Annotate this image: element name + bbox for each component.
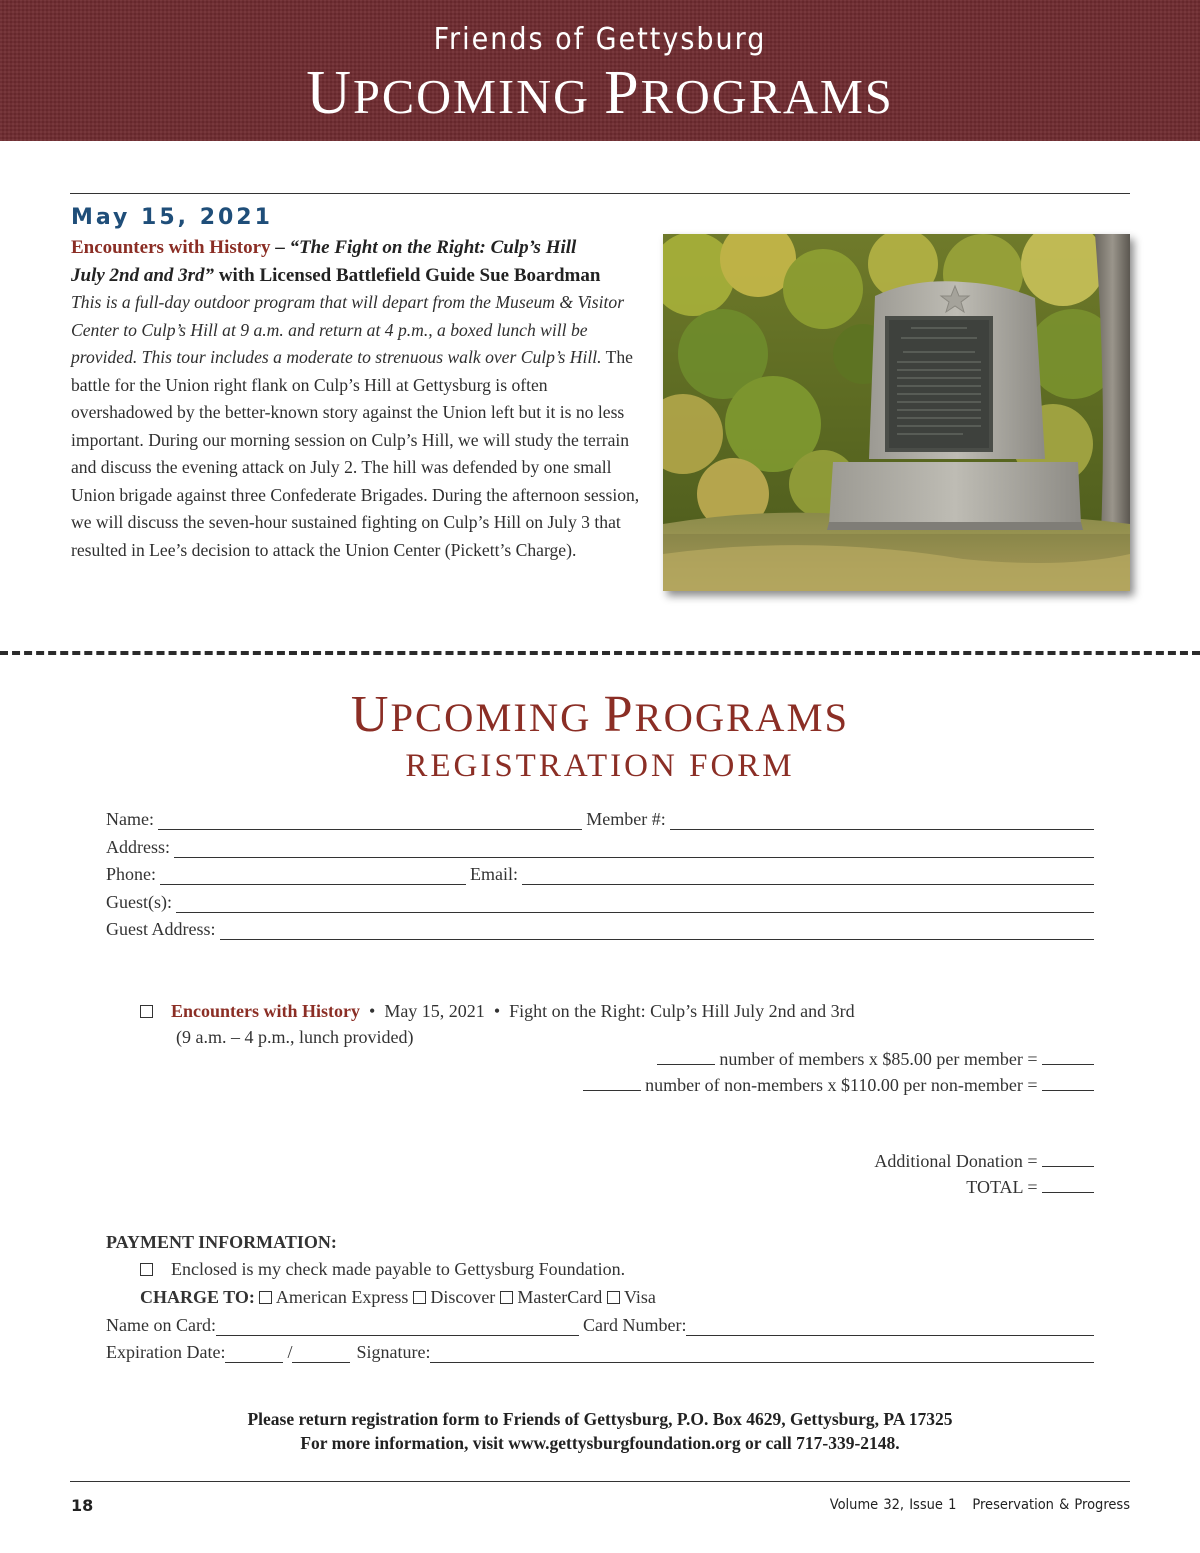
monument-photo-illustration: [663, 234, 1130, 591]
guest-address-label: Guest Address:: [106, 919, 216, 939]
form-title: [0, 686, 1200, 747]
nonmembers-total-field[interactable]: [1042, 1076, 1094, 1091]
program-date: May 15, 2021: [384, 1001, 485, 1021]
signature-label: Signature:: [356, 1342, 431, 1362]
nonmembers-line: [583, 1075, 1094, 1096]
card-visa: Visa: [623, 1287, 656, 1307]
name-label: Name:: [106, 809, 154, 829]
form-title-part-pcoming: PCOMING: [390, 695, 604, 740]
address-label: Address:: [106, 837, 170, 857]
guest-address-field[interactable]: [220, 923, 1095, 940]
title-part-rograms: ROGRAMS: [640, 71, 894, 124]
top-divider: [70, 193, 1130, 194]
members-count-field[interactable]: [657, 1050, 715, 1065]
card-discover: Discover: [430, 1287, 496, 1307]
signature-field[interactable]: [430, 1346, 1094, 1363]
publication-info: [830, 1497, 1130, 1513]
program-bullet-2: •: [493, 1001, 501, 1021]
email-field[interactable]: [522, 868, 1094, 885]
expiration-label: Expiration Date:: [106, 1342, 226, 1362]
charge-to-row: [140, 1287, 656, 1308]
members-total-field[interactable]: [1042, 1050, 1094, 1065]
program-series: Encounters with History: [171, 1001, 360, 1021]
expiration-slash: /: [287, 1342, 293, 1362]
event-intro: This is a full-day outdoor program that will depart from the Museum & Visitor Center to Culp’s Hill at 9 a.m. and return at 4 p.m., a boxed lunch will be provided. This tour includes a moderate to strenuous walk over Culp’s Hill.: [71, 292, 625, 367]
program-option-line: [140, 998, 855, 1024]
card-amex: American Express: [275, 1287, 409, 1307]
title-letter-u: U: [306, 59, 353, 127]
volume-issue: Volume 32, Issue 1: [829, 1497, 957, 1513]
event-title-line1: “The Fight on the Right: Culp’s Hill: [289, 237, 577, 258]
card-number-field[interactable]: [686, 1319, 1094, 1336]
event-dash: –: [270, 237, 290, 258]
org-name: Friends of Gettysburg: [433, 22, 767, 57]
email-label: Email:: [470, 864, 519, 884]
donation-field[interactable]: [1042, 1152, 1094, 1167]
charge-to-label: CHARGE TO:: [140, 1287, 255, 1307]
phone-field[interactable]: [160, 868, 466, 885]
name-field[interactable]: [158, 813, 582, 830]
more-info-note: For more information, visit www.gettysburgfoundation.org or call 717-339-2148.: [300, 1433, 900, 1453]
page-title: [0, 58, 1200, 133]
event-date: May 15, 2021: [71, 205, 273, 230]
form-title-letter-p: P: [603, 686, 635, 743]
check-option: [140, 1259, 625, 1280]
header-banner: [0, 0, 1200, 141]
members-line: [657, 1049, 1094, 1070]
phone-email-row: [106, 863, 1094, 885]
check-checkbox[interactable]: [140, 1263, 153, 1276]
event-series: Encounters with History: [71, 237, 271, 258]
form-title-letter-u: U: [350, 686, 391, 743]
address-field[interactable]: [174, 841, 1094, 858]
card-name-row: [106, 1314, 1094, 1336]
amex-checkbox[interactable]: [259, 1291, 272, 1304]
program-checkbox[interactable]: [140, 1005, 153, 1018]
guests-label: Guest(s):: [106, 892, 172, 912]
expiration-month-field[interactable]: [225, 1346, 283, 1363]
program-note: (9 a.m. – 4 p.m., lunch provided): [176, 1027, 414, 1047]
name-row: [106, 808, 1094, 830]
mastercard-checkbox[interactable]: [500, 1291, 513, 1304]
guests-field[interactable]: [176, 896, 1094, 913]
program-title: Fight on the Right: Culp’s Hill July 2nd and 3rd: [509, 1001, 855, 1021]
total-label: TOTAL =: [966, 1177, 1038, 1197]
publication-name: Preservation & Progress: [972, 1497, 1130, 1513]
nonmembers-count-field[interactable]: [583, 1076, 641, 1091]
donation-label: Additional Donation =: [874, 1151, 1038, 1171]
form-title-part-rograms: ROGRAMS: [634, 695, 850, 740]
discover-checkbox[interactable]: [413, 1291, 426, 1304]
total-line: [966, 1177, 1094, 1198]
member-number-field[interactable]: [670, 813, 1094, 830]
guests-row: [106, 891, 1094, 913]
name-on-card-label: Name on Card:: [106, 1315, 216, 1335]
members-line-text: number of members x $85.00 per member =: [719, 1049, 1038, 1069]
event-guide: with Licensed Battlefield Guide Sue Boardman: [214, 264, 601, 286]
payment-heading: PAYMENT INFORMATION:: [106, 1232, 337, 1252]
program-bullet-1: •: [369, 1001, 376, 1021]
card-number-label: Card Number:: [582, 1315, 687, 1335]
expiration-year-field[interactable]: [292, 1346, 350, 1363]
guest-address-row: [106, 918, 1094, 940]
total-field[interactable]: [1042, 1178, 1094, 1193]
page-number: 18: [71, 1496, 94, 1515]
nonmembers-line-text: number of non-members x $110.00 per non-member =: [645, 1075, 1038, 1095]
name-on-card-field[interactable]: [216, 1319, 579, 1336]
event-body: The battle for the Union right flank on Culp’s Hill at Gettysburg is often overshadowed by the better-known story against the Union left but it is no less important. During our morning session on Culp’s Hill, we will study the terrain and discuss the evening attack on July 2. The hill was defended by one small Union brigade against three Confederate Brigades. During the afternoon session, we will discuss the seven-hour sustained fighting on Culp’s Hill on July 3 that resulted in Lee’s decision to attack the Union Center (Pickett’s Charge).: [71, 347, 640, 560]
expiration-row: [106, 1341, 1094, 1363]
return-address-note: Please return registration form to Friends of Gettysburg, P.O. Box 4629, Gettysburg, PA 17325: [247, 1409, 953, 1429]
bottom-divider: [70, 1481, 1130, 1482]
member-label: Member #:: [586, 809, 666, 829]
donation-line: [874, 1151, 1094, 1172]
title-part-pcoming: PCOMING: [352, 71, 605, 124]
cut-line: [0, 651, 1200, 655]
check-text: Enclosed is my check made payable to Gettysburg Foundation.: [171, 1259, 626, 1279]
title-letter-p: P: [604, 59, 641, 127]
phone-label: Phone:: [106, 864, 157, 884]
program-option: [140, 998, 855, 1050]
visa-checkbox[interactable]: [607, 1291, 620, 1304]
event-title-line2: July 2nd and 3rd”: [71, 264, 215, 286]
address-row: [106, 836, 1094, 858]
form-subtitle: REGISTRATION FORM: [405, 748, 795, 784]
monument-photo: [663, 234, 1130, 591]
card-mastercard: MasterCard: [517, 1287, 603, 1307]
event-article: [71, 234, 646, 564]
